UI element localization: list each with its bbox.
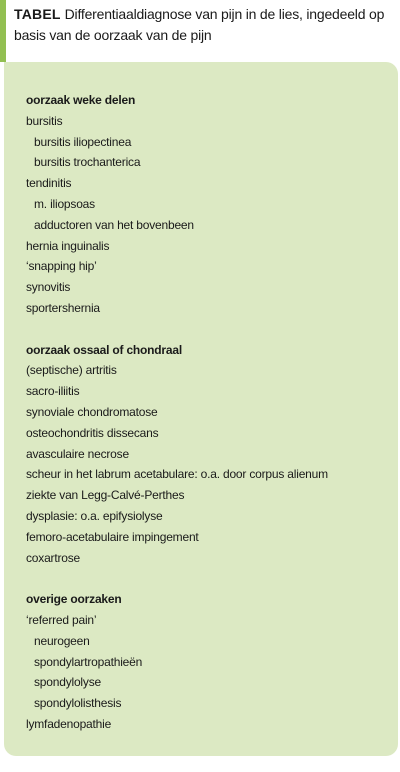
list-item: ‘referred pain’ — [26, 612, 97, 627]
section-spacer — [26, 319, 392, 340]
list-item: bursitis iliopectinea — [34, 134, 132, 149]
list-item: dysplasie: o.a. epifysiolyse — [26, 508, 163, 523]
accent-bar — [0, 0, 6, 62]
list-item: coxartrose — [26, 550, 81, 565]
list-item: sportershernia — [26, 300, 100, 315]
list-item: spondylartropathieën — [34, 654, 143, 669]
table-label: TABEL — [14, 6, 61, 22]
list-item: sacro-iliitis — [26, 384, 80, 399]
list-item: bursitis — [26, 113, 63, 128]
list-item: hernia inguinalis — [26, 238, 110, 253]
section-spacer — [26, 568, 392, 589]
table-title: Differentiaaldiagnose van pijn in de lies, ingedeeld op basis van de oorzaak van de pijn — [14, 6, 385, 43]
list-item: avasculaire necrose — [26, 446, 129, 461]
list-item: spondylolisthesis — [34, 696, 122, 711]
list-item: neurogeen — [34, 633, 90, 648]
section-heading-osseous: oorzaak ossaal of chondraal — [26, 342, 182, 357]
list-item: adductoren van het bovenbeen — [34, 217, 194, 232]
list-item: tendinitis — [26, 176, 72, 191]
list-item: osteochondritis dissecans — [26, 425, 159, 440]
table-header — [14, 4, 398, 46]
list-item: femoro-acetabulaire impingement — [26, 529, 199, 544]
list-item: ‘snapping hip’ — [26, 259, 97, 274]
list-item: scheur in het labrum acetabulare: o.a. door corpus alienum — [26, 467, 328, 482]
section-heading-soft-tissue: oorzaak weke delen — [26, 93, 136, 107]
list-item: lymfadenopathie — [26, 716, 112, 731]
list-item: spondylolyse — [34, 675, 101, 690]
list-item: bursitis trochanterica — [34, 155, 141, 170]
list-item: ziekte van Legg-Calvé-Perthes — [26, 488, 185, 503]
list-item: (septische) artritis — [26, 363, 117, 378]
list-item: synovitis — [26, 280, 71, 295]
section-heading-other: overige oorzaken — [26, 592, 122, 607]
table-content — [26, 90, 392, 735]
table-panel — [4, 62, 398, 756]
list-item: synoviale chondromatose — [26, 404, 158, 419]
list-item: m. iliopsoas — [34, 196, 95, 211]
